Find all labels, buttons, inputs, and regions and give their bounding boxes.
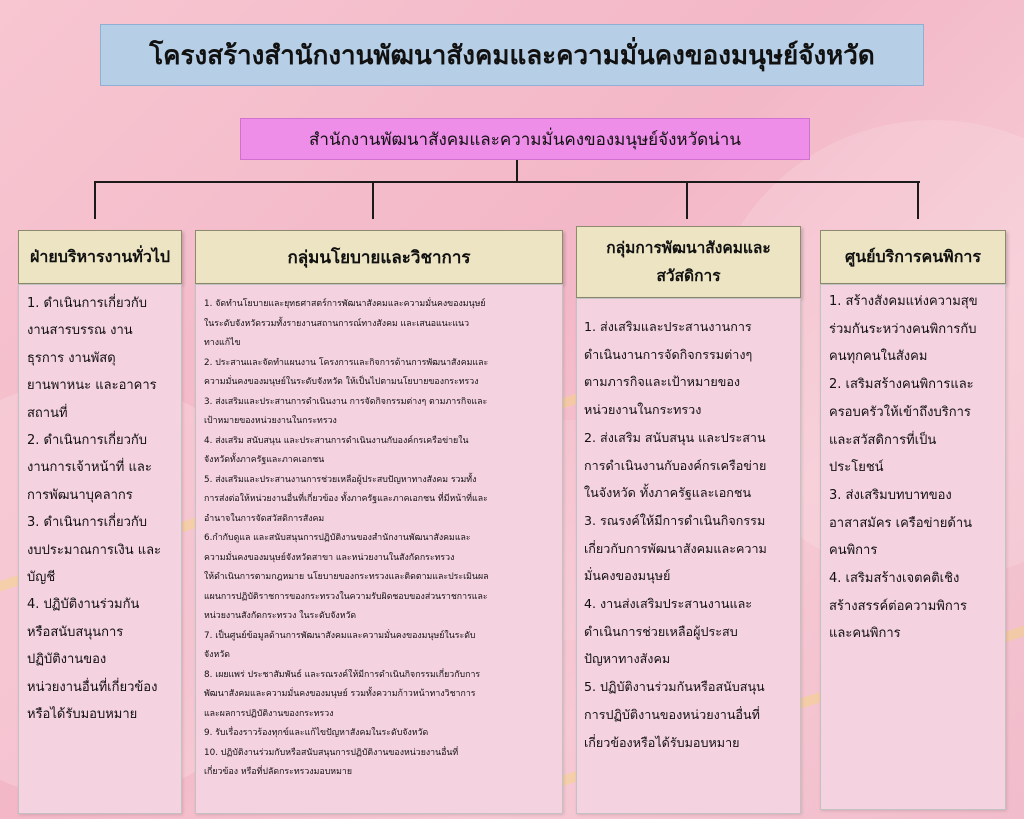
- list-item: ทางแก้ไข: [204, 338, 241, 348]
- list-item: 4. งานส่งเสริมประสานงานและ: [584, 596, 753, 612]
- list-item: การปฏิบัติงานของหน่วยงานอื่นที่: [584, 706, 760, 722]
- column-3-title: กลุ่มการพัฒนาสังคมและสวัสดิการ: [576, 226, 801, 298]
- list-item: คนพิการ: [829, 543, 878, 559]
- list-item: ตามภารกิจและเป้าหมายของ: [584, 374, 741, 390]
- list-item: การดำเนินงานกับองค์กรเครือข่าย: [584, 457, 767, 473]
- list-item: ให้ดำเนินการตามกฎหมาย นโยบายของกระทรวงและติดตามและประเมินผล: [204, 572, 489, 582]
- connector-horizontal: [95, 181, 920, 183]
- list-item: บัญชี: [27, 570, 56, 586]
- list-item: หรือได้รับมอบหมาย: [27, 707, 138, 723]
- list-item: และสวัสดิการที่เป็น: [829, 432, 937, 448]
- connector-col1: [94, 181, 96, 219]
- list-item: ดำเนินการช่วยเหลือผู้ประสบ: [584, 623, 738, 639]
- diagram-title: โครงสร้างสำนักงานพัฒนาสังคมและความมั่นคงของมนุษย์จังหวัด: [100, 24, 924, 86]
- column-1-title: ฝ่ายบริหารงานทั่วไป: [18, 230, 182, 284]
- list-item: การส่งต่อให้หน่วยงานอื่นที่เกี่ยวข้อง ทั้งภาครัฐและภาคเอกชน ที่มีหน้าที่และ: [204, 494, 488, 504]
- column-2-list: [204, 295, 557, 783]
- list-item: เกี่ยวข้อง หรือที่ปลัดกระทรวงมอบหมาย: [204, 767, 353, 777]
- list-item: ประโยชน์: [829, 460, 884, 476]
- list-item: จังหวัดทั้งภาครัฐและภาคเอกชน: [204, 455, 325, 465]
- list-item: เกี่ยวกับการพัฒนาสังคมและความ: [584, 540, 767, 556]
- list-item: การพัฒนาบุคลากร: [27, 487, 133, 503]
- list-item: 2. ดำเนินการเกี่ยวกับ: [27, 433, 148, 449]
- column-4-title: ศูนย์บริการคนพิการ: [820, 230, 1006, 284]
- list-item: 3. ส่งเสริมและประสานการดำเนินงาน การจัดกิจกรรมต่างๆ ตามภารกิจและ: [204, 396, 488, 407]
- list-item: พัฒนาสังคมและความมั่นคงของมนุษย์ รวมทั้งความก้าวหน้าทางวิชาการ: [204, 689, 476, 699]
- list-item: 1. จัดทำนโยบายและยุทธศาสตร์การพัฒนาสังคมและความมั่นคงของมนุษย์: [204, 299, 486, 309]
- list-item: 4. ส่งเสริม สนับสนุน และประสานการดำเนินงานกับองค์กรเครือข่ายใน: [204, 435, 469, 446]
- column-2-title: กลุ่มนโยบายและวิชาการ: [195, 230, 563, 284]
- list-item: หน่วยงานสังกัดกระทรวง ในระดับจังหวัด: [204, 611, 357, 621]
- list-item: 10. ปฏิบัติงานร่วมกับหรือสนับสนุนการปฏิบัติงานของหน่วยงานอื่นที่: [204, 747, 459, 758]
- list-item: หน่วยงานในกระทรวง: [584, 402, 702, 418]
- list-item: 2. ส่งเสริม สนับสนุน และประสาน: [584, 429, 766, 445]
- column-4-body: [820, 284, 1006, 810]
- list-item: หน่วยงานอื่นที่เกี่ยวข้อง: [27, 679, 158, 695]
- list-item: 3. ส่งเสริมบทบาทของ: [829, 487, 952, 503]
- list-item: จังหวัด: [204, 650, 230, 660]
- list-item: ความมั่นคงของมนุษย์จังหวัดสาขา และหน่วยงานในสังกัดกระทรวง: [204, 552, 455, 563]
- list-item: 5. ส่งเสริมและประสานงานการช่วยเหลือผู้ประสบปัญหาทางสังคม รวมทั้ง: [204, 474, 477, 485]
- list-item: 1. ส่งเสริมและประสานงานการ: [584, 319, 752, 334]
- list-item: เกี่ยวข้องหรือได้รับมอบหมาย: [584, 734, 740, 750]
- list-item: 2. เสริมสร้างคนพิการและ: [829, 377, 974, 393]
- list-item: งานสารบรรณ งาน: [27, 323, 133, 339]
- list-item: อาสาสมัคร เครือข่ายด้าน: [829, 515, 973, 531]
- list-item: และผลการปฏิบัติงานของกระทรวง: [204, 708, 334, 719]
- connector-col2-left: [372, 181, 374, 219]
- column-4-list: [829, 288, 999, 648]
- list-item: ครอบครัวให้เข้าถึงบริการ: [829, 404, 971, 420]
- list-item: ดำเนินงานการจัดกิจกรรมต่างๆ: [584, 346, 753, 362]
- list-item: 2. ประสานและจัดทำแผนงาน โครงการและกิจการด้านการพัฒนาสังคมและ: [204, 357, 489, 368]
- list-item: ในระดับจังหวัดรวมทั้งรายงานสถานการณ์ทางสังคม และเสนอแนะแนว: [204, 318, 470, 329]
- column-3-body: [576, 298, 801, 814]
- list-item: ธุรการ งานพัสดุ: [27, 350, 116, 366]
- list-item: 1. สร้างสังคมแห่งความสุข: [829, 294, 978, 309]
- list-item: 7. เป็นศูนย์ข้อมูลด้านการพัฒนาสังคมและความมั่นคงของมนุษย์ในระดับ: [204, 630, 476, 641]
- list-item: สถานที่: [27, 405, 68, 421]
- list-item: 4. เสริมสร้างเจตคติเชิง: [829, 571, 960, 587]
- list-item: ปัญหาทางสังคม: [584, 651, 671, 667]
- list-item: 3. รณรงค์ให้มีการดำเนินกิจกรรม: [584, 512, 766, 528]
- root-node: สำนักงานพัฒนาสังคมและความมั่นคงของมนุษย์จังหวัดน่าน: [240, 118, 810, 160]
- list-item: ยานพาหนะ และอาคาร: [27, 378, 157, 394]
- list-item: และคนพิการ: [829, 626, 901, 642]
- connector-col4: [917, 181, 919, 219]
- list-item: สร้างสรรค์ต่อความพิการ: [829, 598, 967, 614]
- list-item: ความมั่นคงของมนุษย์ในระดับจังหวัด ให้เป็นไปตามนโยบายของกระทรวง: [204, 377, 479, 387]
- list-item: งบประมาณการเงิน และ: [27, 542, 162, 558]
- list-item: ร่วมกันระหว่างคนพิการกับ: [829, 321, 977, 337]
- list-item: มั่นคงของมนุษย์: [584, 568, 671, 584]
- list-item: 6.กำกับดูแล และสนับสนุนการปฏิบัติงานของสำนักงานพัฒนาสังคมและ: [204, 533, 471, 543]
- column-2-body: [195, 284, 563, 814]
- list-item: เป้าหมายของหน่วยงานในกระทรวง: [204, 416, 337, 426]
- list-item: คนทุกคนในสังคม: [829, 349, 928, 365]
- list-item: หรือสนับสนุนการ: [27, 624, 124, 640]
- list-item: 9. รับเรื่องราวร้องทุกข์และแก้ไขปัญหาสังคมในระดับจังหวัด: [204, 728, 429, 738]
- list-item: 3. ดำเนินการเกี่ยวกับ: [27, 515, 148, 531]
- list-item: 5. ปฏิบัติงานร่วมกันหรือสนับสนุน: [584, 679, 765, 695]
- list-item: งานการเจ้าหน้าที่ และ: [27, 460, 152, 476]
- column-1-body: [18, 284, 182, 814]
- list-item: 8. เผยแพร่ ประชาสัมพันธ์ และรณรงค์ให้มีการดำเนินกิจกรรมเกี่ยวกับการ: [204, 669, 481, 680]
- list-item: 1. ดำเนินการเกี่ยวกับ: [27, 296, 148, 311]
- connector-root-down: [516, 160, 518, 182]
- list-item: อำนาจในการจัดสวัสดิการสังคม: [204, 513, 325, 524]
- list-item: ในจังหวัด ทั้งภาครัฐและเอกชน: [584, 485, 752, 501]
- column-1-list: [27, 290, 173, 729]
- list-item: 4. ปฏิบัติงานร่วมกัน: [27, 597, 140, 613]
- list-item: แผนการปฏิบัติราชการของกระทรวงในความรับผิดชอบของส่วนราชการและ: [204, 591, 488, 602]
- list-item: ปฏิบัติงานของ: [27, 652, 107, 668]
- connector-col3: [686, 181, 688, 219]
- column-3-list: [584, 313, 794, 756]
